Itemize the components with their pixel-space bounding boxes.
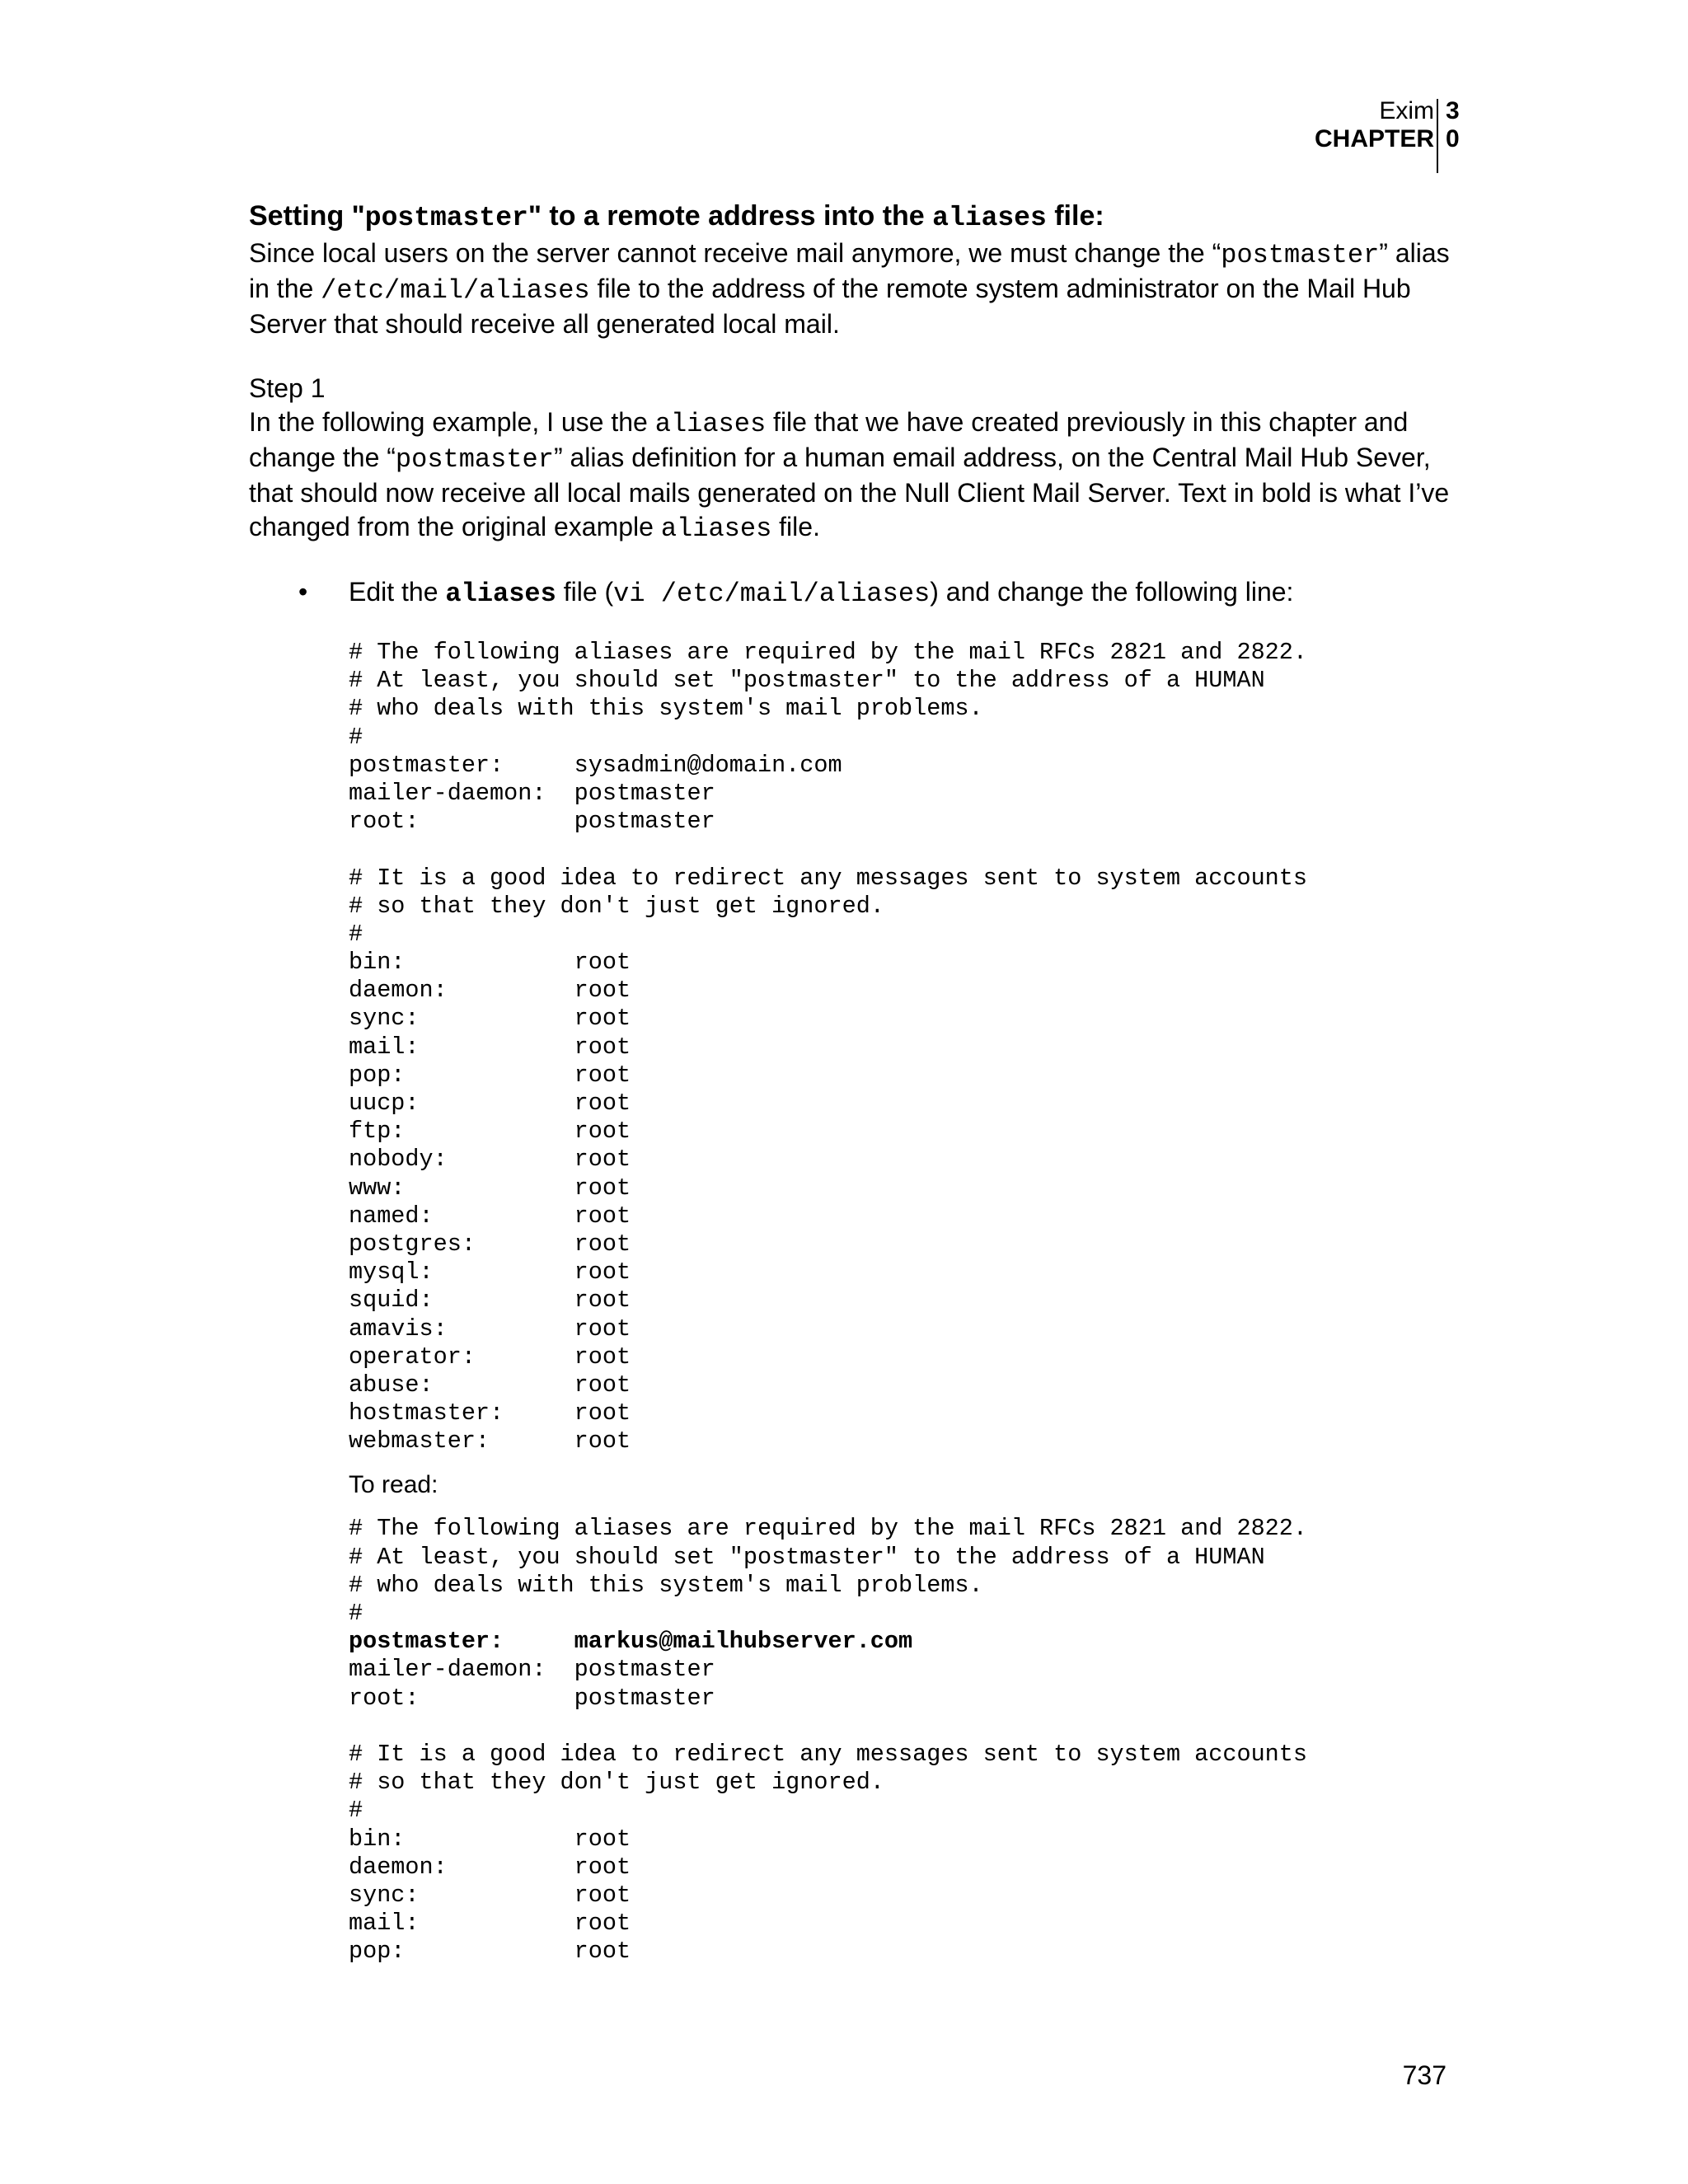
code-line: # so that they don't just get ignored.: [349, 892, 884, 920]
code-line: #: [349, 723, 363, 751]
code-line: mail: root: [349, 1033, 631, 1061]
code-block-after: [249, 1515, 1452, 1966]
inline-code: postmaster: [1221, 240, 1380, 270]
code-line: root: postmaster: [349, 1684, 715, 1712]
text-run: In the following example, I use the: [249, 407, 655, 437]
bullet-code-bold: aliases: [445, 579, 556, 609]
code-line: pop: root: [349, 1938, 631, 1966]
page-number: 737: [1402, 2060, 1447, 2090]
text-run: file to the address of the remote system administrator on the Mail Hub Server that should receive all generated local mail.: [249, 274, 1411, 339]
code-line: # At least, you should set "postmaster" to the address of a HUMAN: [349, 1543, 1265, 1571]
text-run: ” alias definition for a human email address, on the Central Mail Hub Sever, that should now receive all local mails generated on the Null Client Mail Server. Text in bold is what I’ve changed from the original example: [249, 443, 1450, 541]
code-line: abuse: root: [349, 1371, 631, 1399]
title-code: postmaster: [364, 203, 528, 233]
code-line: ftp: root: [349, 1118, 631, 1146]
title-part: " to a remote address into the: [528, 200, 933, 232]
inline-code: postmaster: [395, 444, 554, 475]
inline-code: aliases: [660, 513, 772, 544]
code-line: bin: root: [349, 1825, 631, 1853]
code-line: daemon: root: [349, 977, 631, 1005]
code-line: mailer-daemon: postmaster: [349, 1656, 715, 1684]
inline-code: aliases: [654, 409, 767, 439]
code-line: # who deals with this system's mail problems.: [349, 695, 983, 723]
code-line: webmaster: root: [349, 1427, 631, 1455]
code-line: sync: root: [349, 1881, 631, 1909]
bullet-item: [249, 575, 1452, 611]
to-read-label: To read:: [349, 1471, 438, 1499]
code-line: # The following aliases are required by the mail RFCs 2821 and 2822.: [349, 639, 1307, 666]
code-line: mailer-daemon: postmaster: [349, 779, 715, 807]
header-book-section: Exim: [1379, 97, 1434, 124]
code-line: pop: root: [349, 1061, 631, 1089]
step-paragraph: [249, 405, 1452, 546]
inline-code: /etc/mail/aliases: [321, 275, 590, 306]
code-line: uucp: root: [349, 1090, 631, 1117]
bullet-dot: •: [298, 577, 308, 607]
code-line: postgres: root: [349, 1230, 631, 1258]
page-content: [249, 198, 1452, 1966]
code-line: # It is a good idea to redirect any messages sent to system accounts: [349, 864, 1307, 892]
header-chapter-number: [1446, 97, 1460, 153]
code-line: amavis: root: [349, 1315, 631, 1343]
text-run: ” alias in the: [249, 238, 1450, 303]
code-line: sync: root: [349, 1005, 631, 1033]
code-line: # At least, you should set "postmaster" to the address of a HUMAN: [349, 667, 1265, 695]
header-chapter-digit-2: 0: [1446, 125, 1460, 152]
bullet-text: ) and change the following line:: [930, 577, 1294, 607]
code-line: mysql: root: [349, 1258, 631, 1286]
title-code: aliases: [932, 203, 1047, 233]
code-line: www: root: [349, 1174, 631, 1202]
header-divider: [1437, 99, 1438, 173]
code-line: # It is a good idea to redirect any messages sent to system accounts: [349, 1740, 1307, 1768]
code-line: squid: root: [349, 1286, 631, 1315]
code-line: # who deals with this system's mail problems.: [349, 1571, 983, 1599]
code-line: # so that they don't just get ignored.: [349, 1769, 884, 1797]
title-part: Setting ": [249, 200, 365, 232]
code-line: nobody: root: [349, 1146, 631, 1174]
bullet-text: file (: [556, 577, 614, 607]
code-line: bin: root: [349, 949, 631, 977]
header-chapter-digit-1: 3: [1446, 97, 1460, 124]
code-line: root: postmaster: [349, 808, 715, 836]
header-chapter-label: CHAPTER: [1314, 125, 1434, 152]
intro-paragraph: [249, 237, 1452, 341]
code-line: mail: root: [349, 1910, 631, 1938]
code-line: daemon: root: [349, 1853, 631, 1881]
code-line: # The following aliases are required by the mail RFCs 2821 and 2822.: [349, 1515, 1307, 1543]
code-line: postmaster: sysadmin@domain.com: [349, 751, 842, 779]
code-block-before: [249, 639, 1452, 1455]
section-title: [249, 198, 1452, 237]
header-left: [1315, 97, 1434, 153]
code-line: #: [349, 920, 363, 948]
text-run: file.: [771, 512, 820, 541]
bullet-text: Edit the: [349, 577, 446, 607]
text-run: Since local users on the server cannot receive mail anymore, we must change the “: [249, 238, 1221, 268]
code-line: #: [349, 1600, 363, 1627]
code-line: #: [349, 1797, 363, 1825]
bullet-command: vi /etc/mail/aliases: [613, 579, 931, 609]
title-part: file:: [1046, 200, 1104, 232]
code-line: postmaster: markus@mailhubserver.com: [349, 1628, 913, 1656]
step-label: Step 1: [249, 373, 326, 403]
code-line: hostmaster: root: [349, 1399, 631, 1427]
code-line: named: root: [349, 1202, 631, 1230]
code-line: [349, 836, 1452, 864]
code-line: [349, 1713, 1452, 1741]
code-line: operator: root: [349, 1343, 631, 1371]
text-run: file that we have created previously in this chapter and change the “: [249, 407, 1409, 472]
